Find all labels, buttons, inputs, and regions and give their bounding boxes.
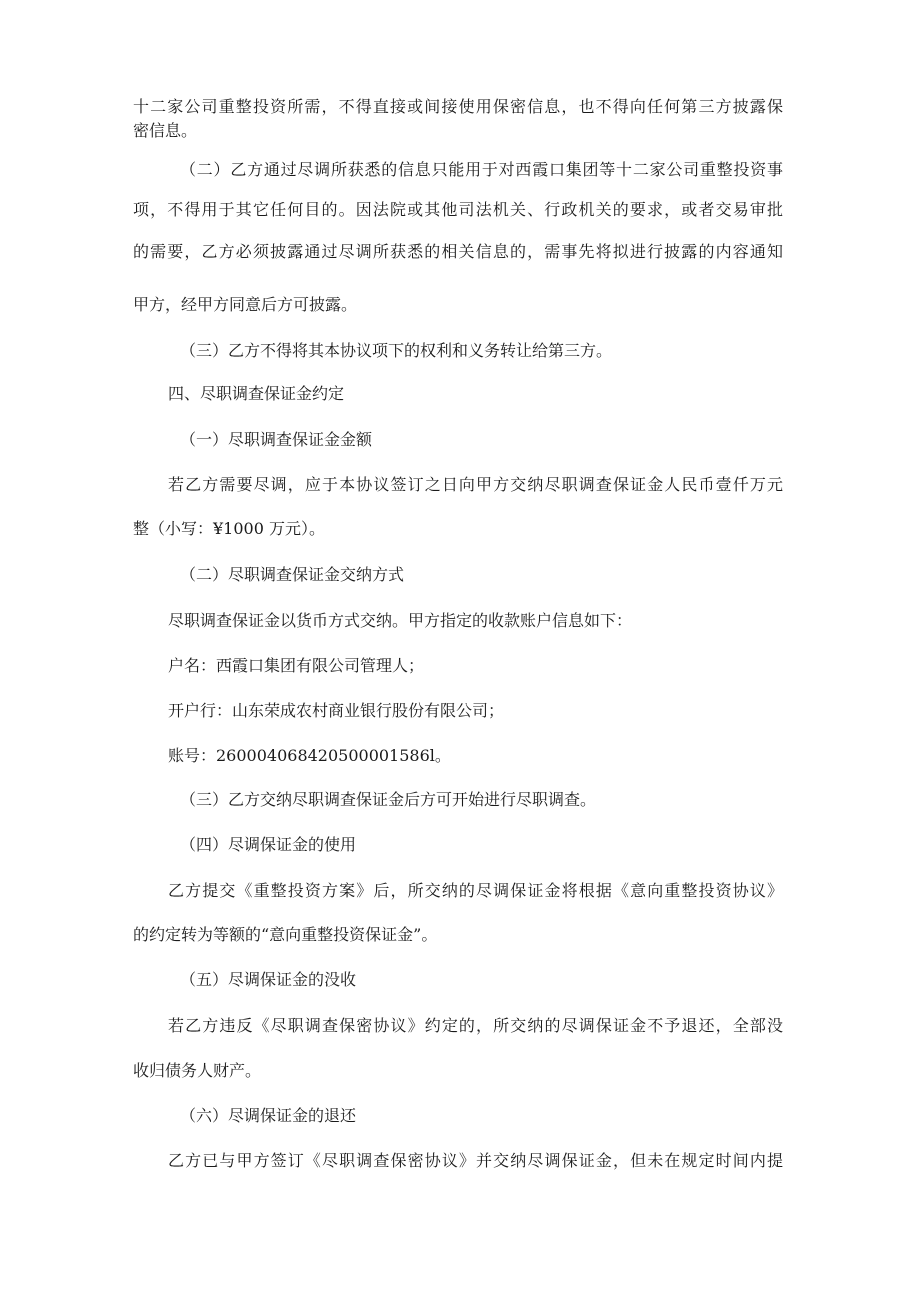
text-line: 项，不得用于其它任何目的。因法院或其他司法机关、行政机关的要求，或者交易审批 bbox=[133, 200, 783, 219]
text-line: 甲方，经甲方同意后方可披露。 bbox=[133, 295, 358, 314]
subsection-heading: （二）尽职调查保证金交纳方式 bbox=[180, 565, 405, 584]
text-line: 若乙方违反《尽职调查保密协议》约定的，所交纳的尽调保证金不予退还，全部没 bbox=[168, 1016, 783, 1035]
account-name: 户名：西霞口集团有限公司管理人； bbox=[168, 656, 425, 675]
subsection-heading: （五）尽调保证金的没收 bbox=[180, 970, 357, 989]
subsection-heading: （六）尽调保证金的退还 bbox=[180, 1106, 357, 1125]
text-line: （三）乙方不得将其本协议项下的权利和义务转让给第三方。 bbox=[180, 341, 613, 360]
text-line: 收归债务人财产。 bbox=[133, 1061, 262, 1080]
text-line: 乙方已与甲方签订《尽职调查保密协议》并交纳尽调保证金，但未在规定时间内提 bbox=[168, 1151, 783, 1170]
section-heading: 四、尽职调查保证金约定 bbox=[168, 384, 345, 403]
text-line: 密信息。 bbox=[133, 121, 198, 140]
text-line: 的约定转为等额的“意向重整投资保证金”。 bbox=[133, 925, 438, 944]
text-line: （三）乙方交纳尽职调查保证金后方可开始进行尽职调查。 bbox=[180, 790, 597, 809]
account-bank: 开户行：山东荣成农村商业银行股份有限公司； bbox=[168, 701, 505, 720]
text-line: 的需要，乙方必须披露通过尽调所获悉的相关信息的，需事先将拟进行披露的内容通知 bbox=[133, 242, 783, 261]
account-number: 账号：260004068420500001586l。 bbox=[168, 746, 451, 765]
subsection-heading: （四）尽调保证金的使用 bbox=[180, 835, 357, 854]
subsection-heading: （一）尽职调查保证金金额 bbox=[180, 430, 373, 449]
text-line: 十二家公司重整投资所需，不得直接或间接使用保密信息，也不得向任何第三方披露保 bbox=[133, 97, 783, 116]
text-line: （二）乙方通过尽调所获悉的信息只能用于对西霞口集团等十二家公司重整投资事 bbox=[180, 160, 783, 179]
text-line: 若乙方需要尽调，应于本协议签订之日向甲方交纳尽职调查保证金人民币壹仟万元 bbox=[168, 475, 783, 494]
text-line: 乙方提交《重整投资方案》后，所交纳的尽调保证金将根据《意向重整投资协议》 bbox=[168, 881, 783, 900]
text-line: 整（小写：¥1000 万元）。 bbox=[133, 519, 325, 538]
text-line: 尽职调查保证金以货币方式交纳。甲方指定的收款账户信息如下： bbox=[168, 611, 633, 630]
